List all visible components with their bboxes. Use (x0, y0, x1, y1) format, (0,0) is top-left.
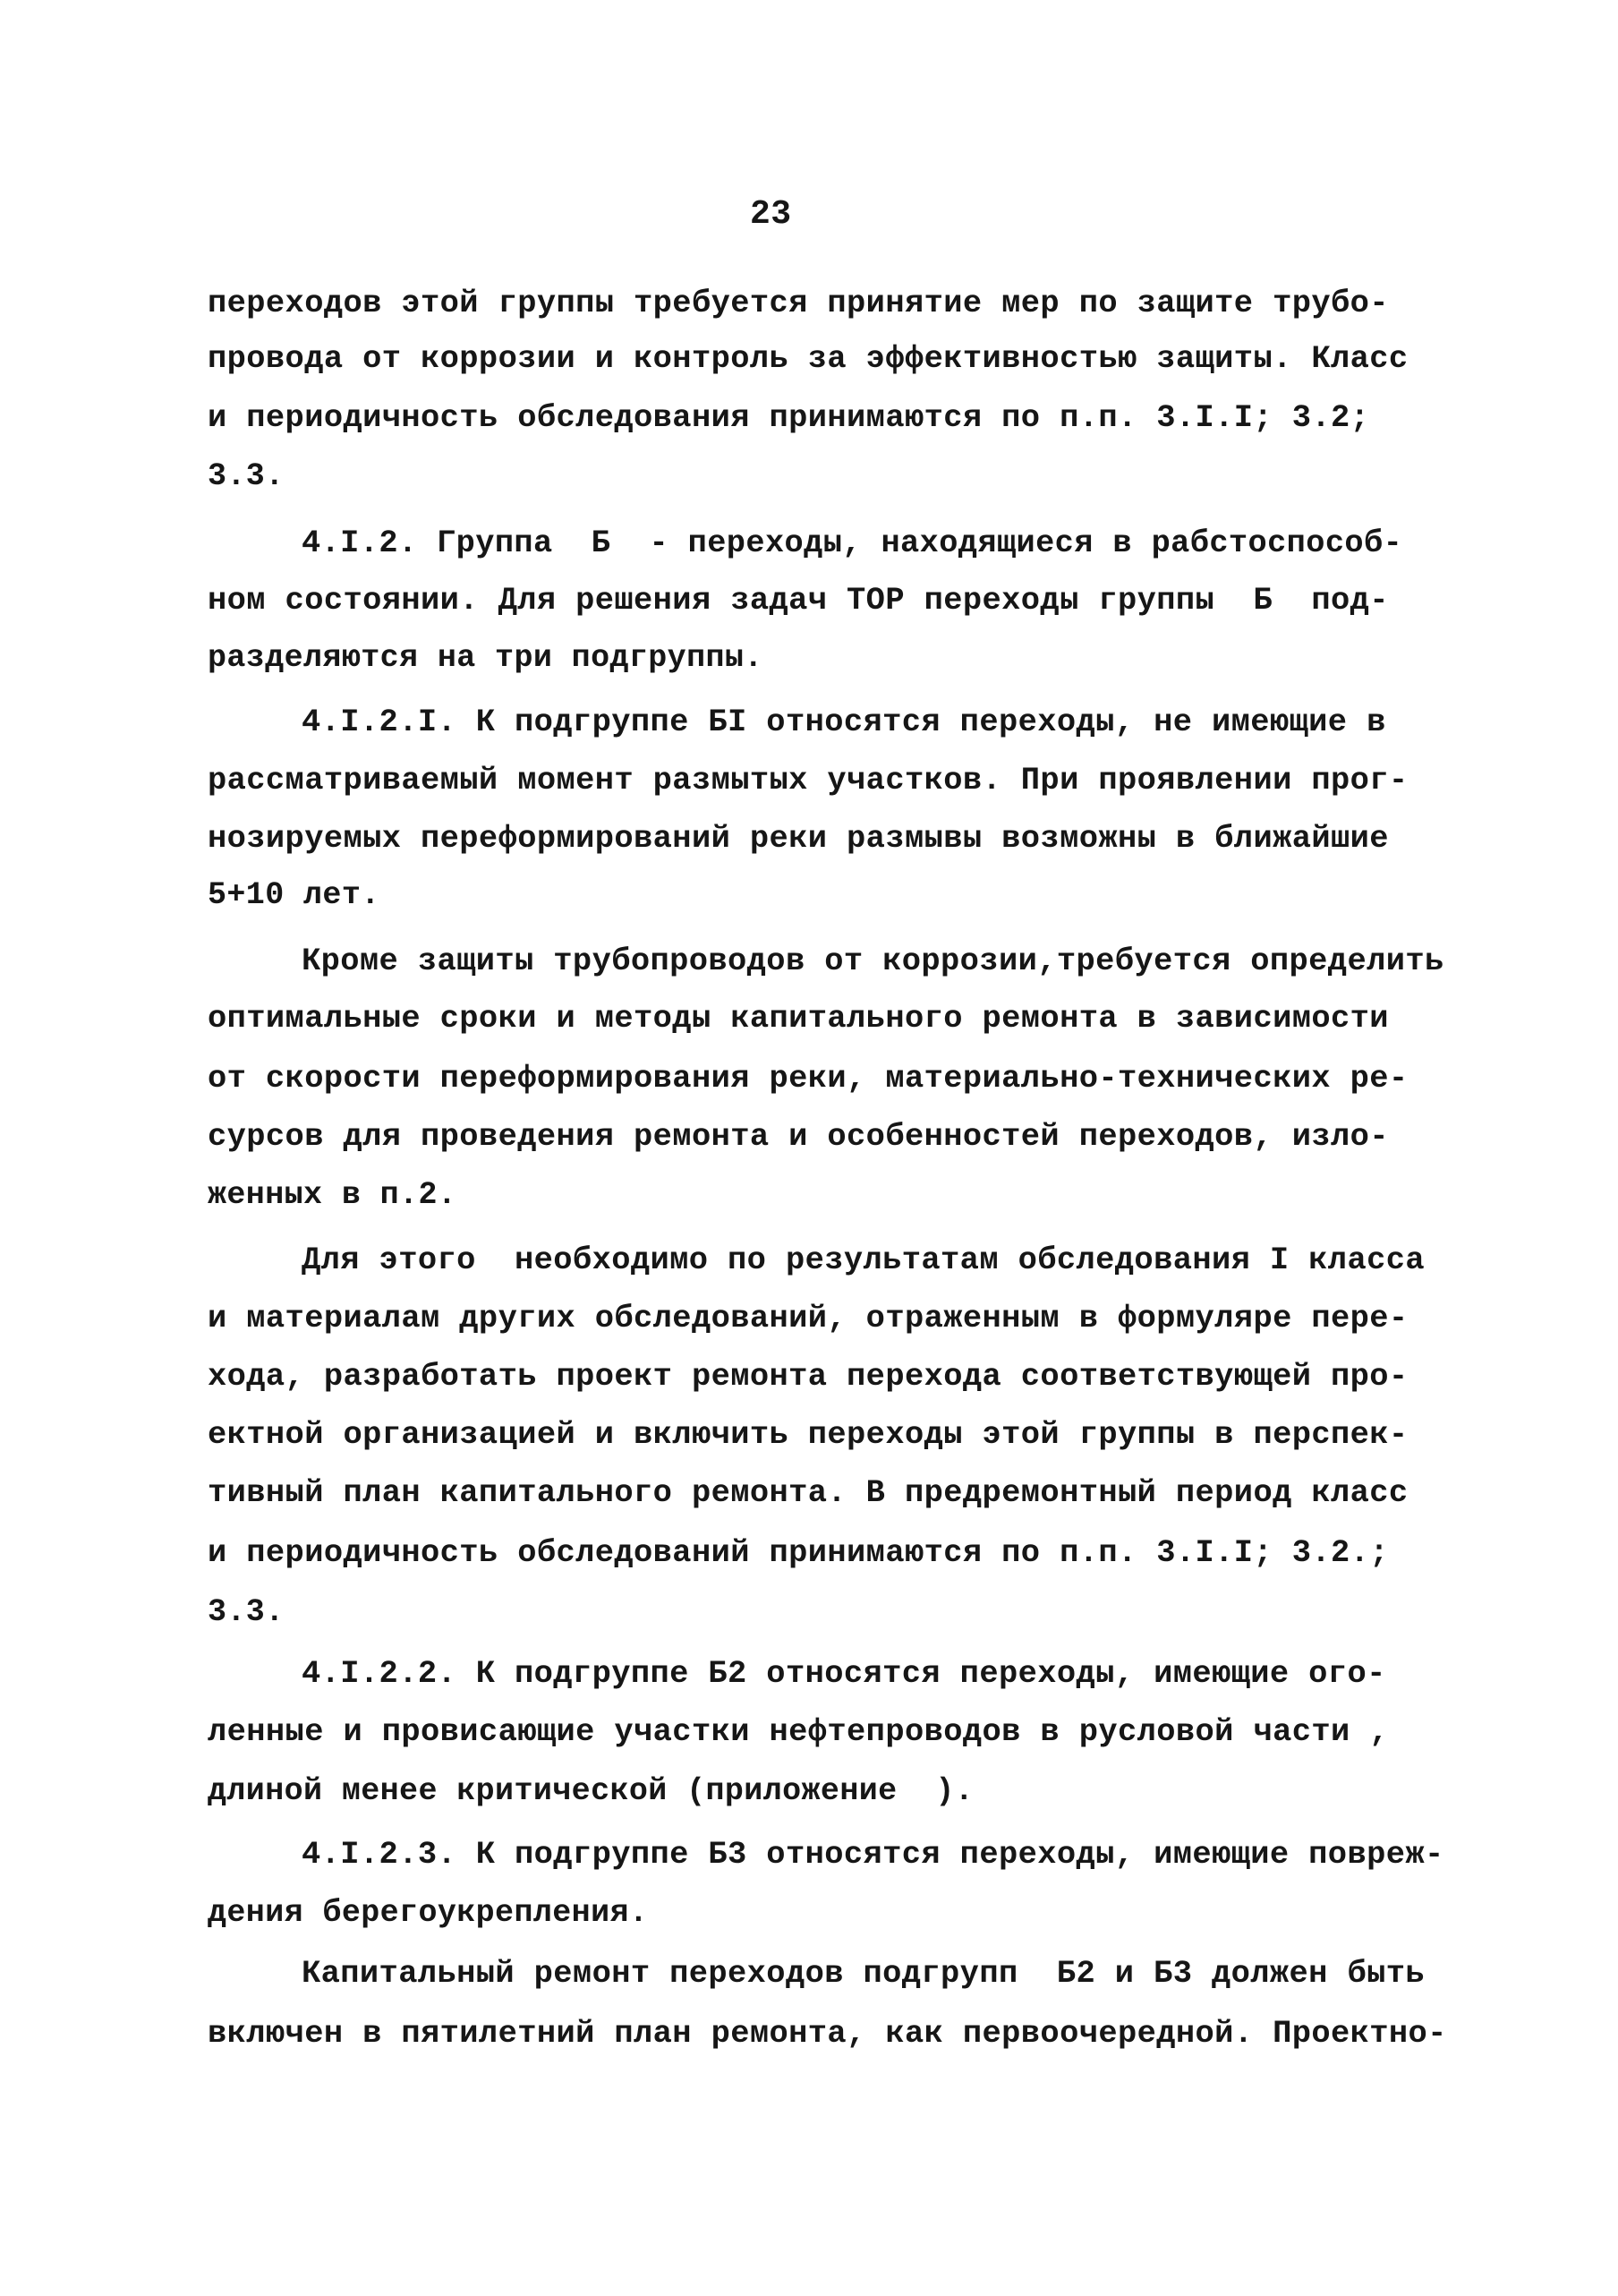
text-line: ном состоянии. Для решения задач ТОР переходы группы Б под- (208, 583, 1389, 619)
text-line: ектной организацией и включить переходы этой группы в перспек- (208, 1417, 1409, 1453)
text-line: Кроме защиты трубопроводов от коррозии,требуется определить (302, 943, 1444, 979)
text-line: переходов этой группы требуется принятие мер по защите трубо- (208, 286, 1389, 321)
text-line: 4.I.2.3. К подгруппе Б3 относятся переходы, имеющие повреж- (302, 1837, 1444, 1873)
text-line: нозируемых переформирований реки размывы возможны в ближайшие (208, 821, 1389, 857)
text-line: включен в пятилетний план ремонта, как первоочередной. Проектно- (208, 2016, 1447, 2052)
text-line: и периодичность обследования принимаются по п.п. 3.I.I; 3.2; (208, 400, 1370, 436)
text-line: хода, разработать проект ремонта перехода соответствующей про- (208, 1359, 1409, 1395)
text-line: 5+10 лет. (208, 877, 380, 913)
text-line: рассматриваемый момент размытых участков. При проявлении прог- (208, 763, 1409, 798)
text-line: 3.3. (208, 458, 285, 494)
text-line: длиной менее критической (приложение ). (208, 1773, 975, 1809)
text-line: 4.I.2.I. К подгруппе БI относятся переходы, не имеющие в (302, 704, 1386, 740)
text-line: Для этого необходимо по результатам обследования I класса (302, 1242, 1425, 1278)
page-number: 23 (750, 195, 792, 234)
text-line: дения берегоукрепления. (208, 1895, 649, 1931)
text-line: тивный план капитального ремонта. В предремонтный период класс (208, 1475, 1409, 1511)
text-line: 4.I.2. Группа Б - переходы, находящиеся в рабстоспособ- (302, 525, 1403, 561)
text-line: от скорости переформирования реки, материально-технических ре- (208, 1061, 1409, 1097)
text-line: 4.I.2.2. К подгруппе Б2 относятся переходы, имеющие ого- (302, 1656, 1386, 1692)
text-line: ленные и провисающие участки нефтепроводов в русловой части , (208, 1714, 1389, 1750)
text-line: провода от коррозии и контроль за эффективностью защиты. Класс (208, 341, 1409, 377)
text-line: и материалам других обследований, отраженным в формуляре пере- (208, 1301, 1409, 1336)
text-line: женных в п.2. (208, 1177, 457, 1213)
text-line: разделяются на три подгруппы. (208, 640, 763, 676)
text-line: Капитальный ремонт переходов подгрупп Б2 и Б3 должен быть (302, 1956, 1425, 1992)
text-line: оптимальные сроки и методы капитального ремонта в зависимости (208, 1001, 1389, 1037)
text-line: 3.3. (208, 1594, 285, 1630)
text-line: и периодичность обследований принимаются по п.п. 3.I.I; 3.2.; (208, 1535, 1389, 1571)
text-line: сурсов для проведения ремонта и особенностей переходов, изло- (208, 1119, 1389, 1155)
